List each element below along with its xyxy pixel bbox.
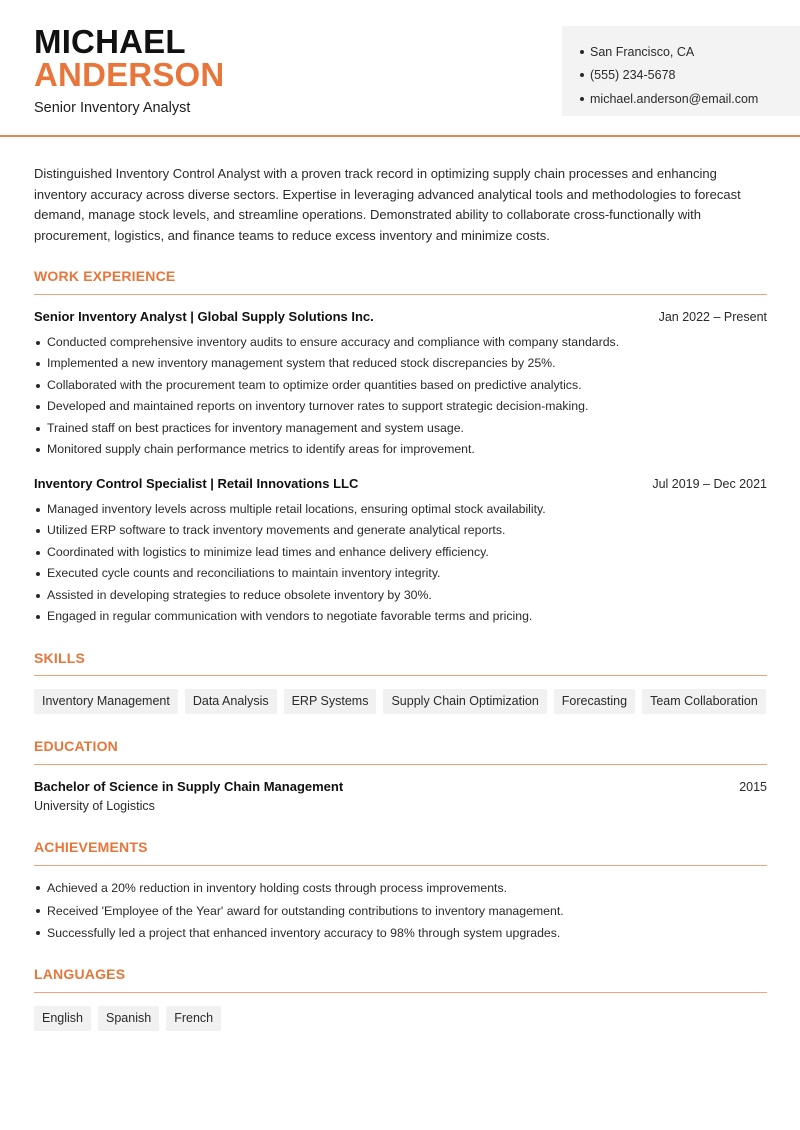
- list-item: Utilized ERP software to track inventory movements and generate analytical reports.: [34, 520, 774, 541]
- skill-chip: Forecasting: [554, 689, 635, 714]
- skill-chip: ERP Systems: [284, 689, 377, 714]
- list-item: Achieved a 20% reduction in inventory holding costs through process improvements.: [34, 877, 774, 900]
- resume-header: [0, 0, 800, 137]
- job-bullets: [34, 499, 774, 627]
- section-divider: [34, 294, 767, 295]
- last-name: ANDERSON: [34, 56, 225, 93]
- section-divider: [34, 992, 767, 993]
- section-title-skills: SKILLS: [34, 650, 85, 666]
- skill-chip: Team Collaboration: [642, 689, 766, 714]
- section-divider: [34, 865, 767, 866]
- language-chip: French: [166, 1006, 221, 1031]
- section-title-languages: LANGUAGES: [34, 966, 126, 982]
- job-dates: Jul 2019 – Dec 2021: [652, 477, 767, 491]
- section-title-achievements: ACHIEVEMENTS: [34, 839, 148, 855]
- contact-phone: [562, 64, 800, 88]
- list-item: Assisted in developing strategies to reduce obsolete inventory by 30%.: [34, 585, 774, 606]
- list-item: Monitored supply chain performance metrics to identify areas for improvement.: [34, 439, 774, 460]
- list-item: Developed and maintained reports on inventory turnover rates to support strategic decision-making.: [34, 396, 774, 417]
- list-item: Coordinated with logistics to minimize lead times and enhance delivery efficiency.: [34, 542, 774, 563]
- language-chip: Spanish: [98, 1006, 159, 1031]
- list-item: Managed inventory levels across multiple retail locations, ensuring optimal stock availability.: [34, 499, 774, 520]
- bullet-icon: [580, 97, 584, 101]
- first-name: MICHAEL: [34, 23, 186, 60]
- job-header: [34, 476, 767, 491]
- skill-chip: Data Analysis: [185, 689, 277, 714]
- languages-list: [34, 1006, 221, 1031]
- contact-location: [562, 40, 800, 64]
- bullet-icon: [580, 50, 584, 54]
- section-title-work: WORK EXPERIENCE: [34, 268, 176, 284]
- school-name: University of Logistics: [34, 799, 155, 813]
- achievements-list: [34, 877, 774, 945]
- location-text: San Francisco, CA: [590, 44, 695, 59]
- list-item: Engaged in regular communication with vendors to negotiate favorable terms and pricing.: [34, 606, 774, 627]
- list-item: Trained staff on best practices for inventory management and system usage.: [34, 418, 774, 439]
- list-item: Conducted comprehensive inventory audits to ensure accuracy and compliance with company standards.: [34, 332, 774, 353]
- job-header: [34, 309, 767, 324]
- section-divider: [34, 764, 767, 765]
- education-header: [34, 779, 767, 794]
- bullet-icon: [580, 73, 584, 77]
- job-title-company: Inventory Control Specialist | Retail Innovations LLC: [34, 476, 359, 491]
- list-item: Received 'Employee of the Year' award for outstanding contributions to inventory management.: [34, 900, 774, 923]
- section-title-education: EDUCATION: [34, 738, 118, 754]
- list-item: Successfully led a project that enhanced inventory accuracy to 98% through system upgrades.: [34, 922, 774, 945]
- list-item: Collaborated with the procurement team to optimize order quantities based on predictive analytics.: [34, 375, 774, 396]
- phone-text: (555) 234-5678: [590, 68, 676, 83]
- skill-chip: Inventory Management: [34, 689, 178, 714]
- job-title: Senior Inventory Analyst: [34, 100, 191, 116]
- job-title-company: Senior Inventory Analyst | Global Supply Solutions Inc.: [34, 309, 374, 324]
- section-divider: [34, 675, 767, 676]
- language-chip: English: [34, 1006, 91, 1031]
- summary-paragraph: Distinguished Inventory Control Analyst with a proven track record in optimizing supply chain processes and enhancing inventory accuracy across diverse sectors. Expertise in leveraging advanced analytical tools and methodologies to forecast demand, manage stock levels, and streamline operations. Demonstrated ability to collaborate cross-functionally with procurement, logistics, and finance teams to reduce excess inventory and minimize costs.: [34, 166, 741, 244]
- degree-title: Bachelor of Science in Supply Chain Management: [34, 779, 344, 794]
- job-dates: Jan 2022 – Present: [658, 310, 767, 324]
- job-bullets: [34, 332, 774, 460]
- contact-email: [562, 87, 800, 111]
- contact-box: [562, 26, 800, 116]
- email-text: michael.anderson@email.com: [590, 91, 759, 106]
- skills-list: [34, 689, 766, 714]
- graduation-year: 2015: [739, 780, 767, 794]
- list-item: Executed cycle counts and reconciliations to maintain inventory integrity.: [34, 563, 774, 584]
- list-item: Implemented a new inventory management system that reduced stock discrepancies by 25%.: [34, 353, 774, 374]
- skill-chip: Supply Chain Optimization: [383, 689, 546, 714]
